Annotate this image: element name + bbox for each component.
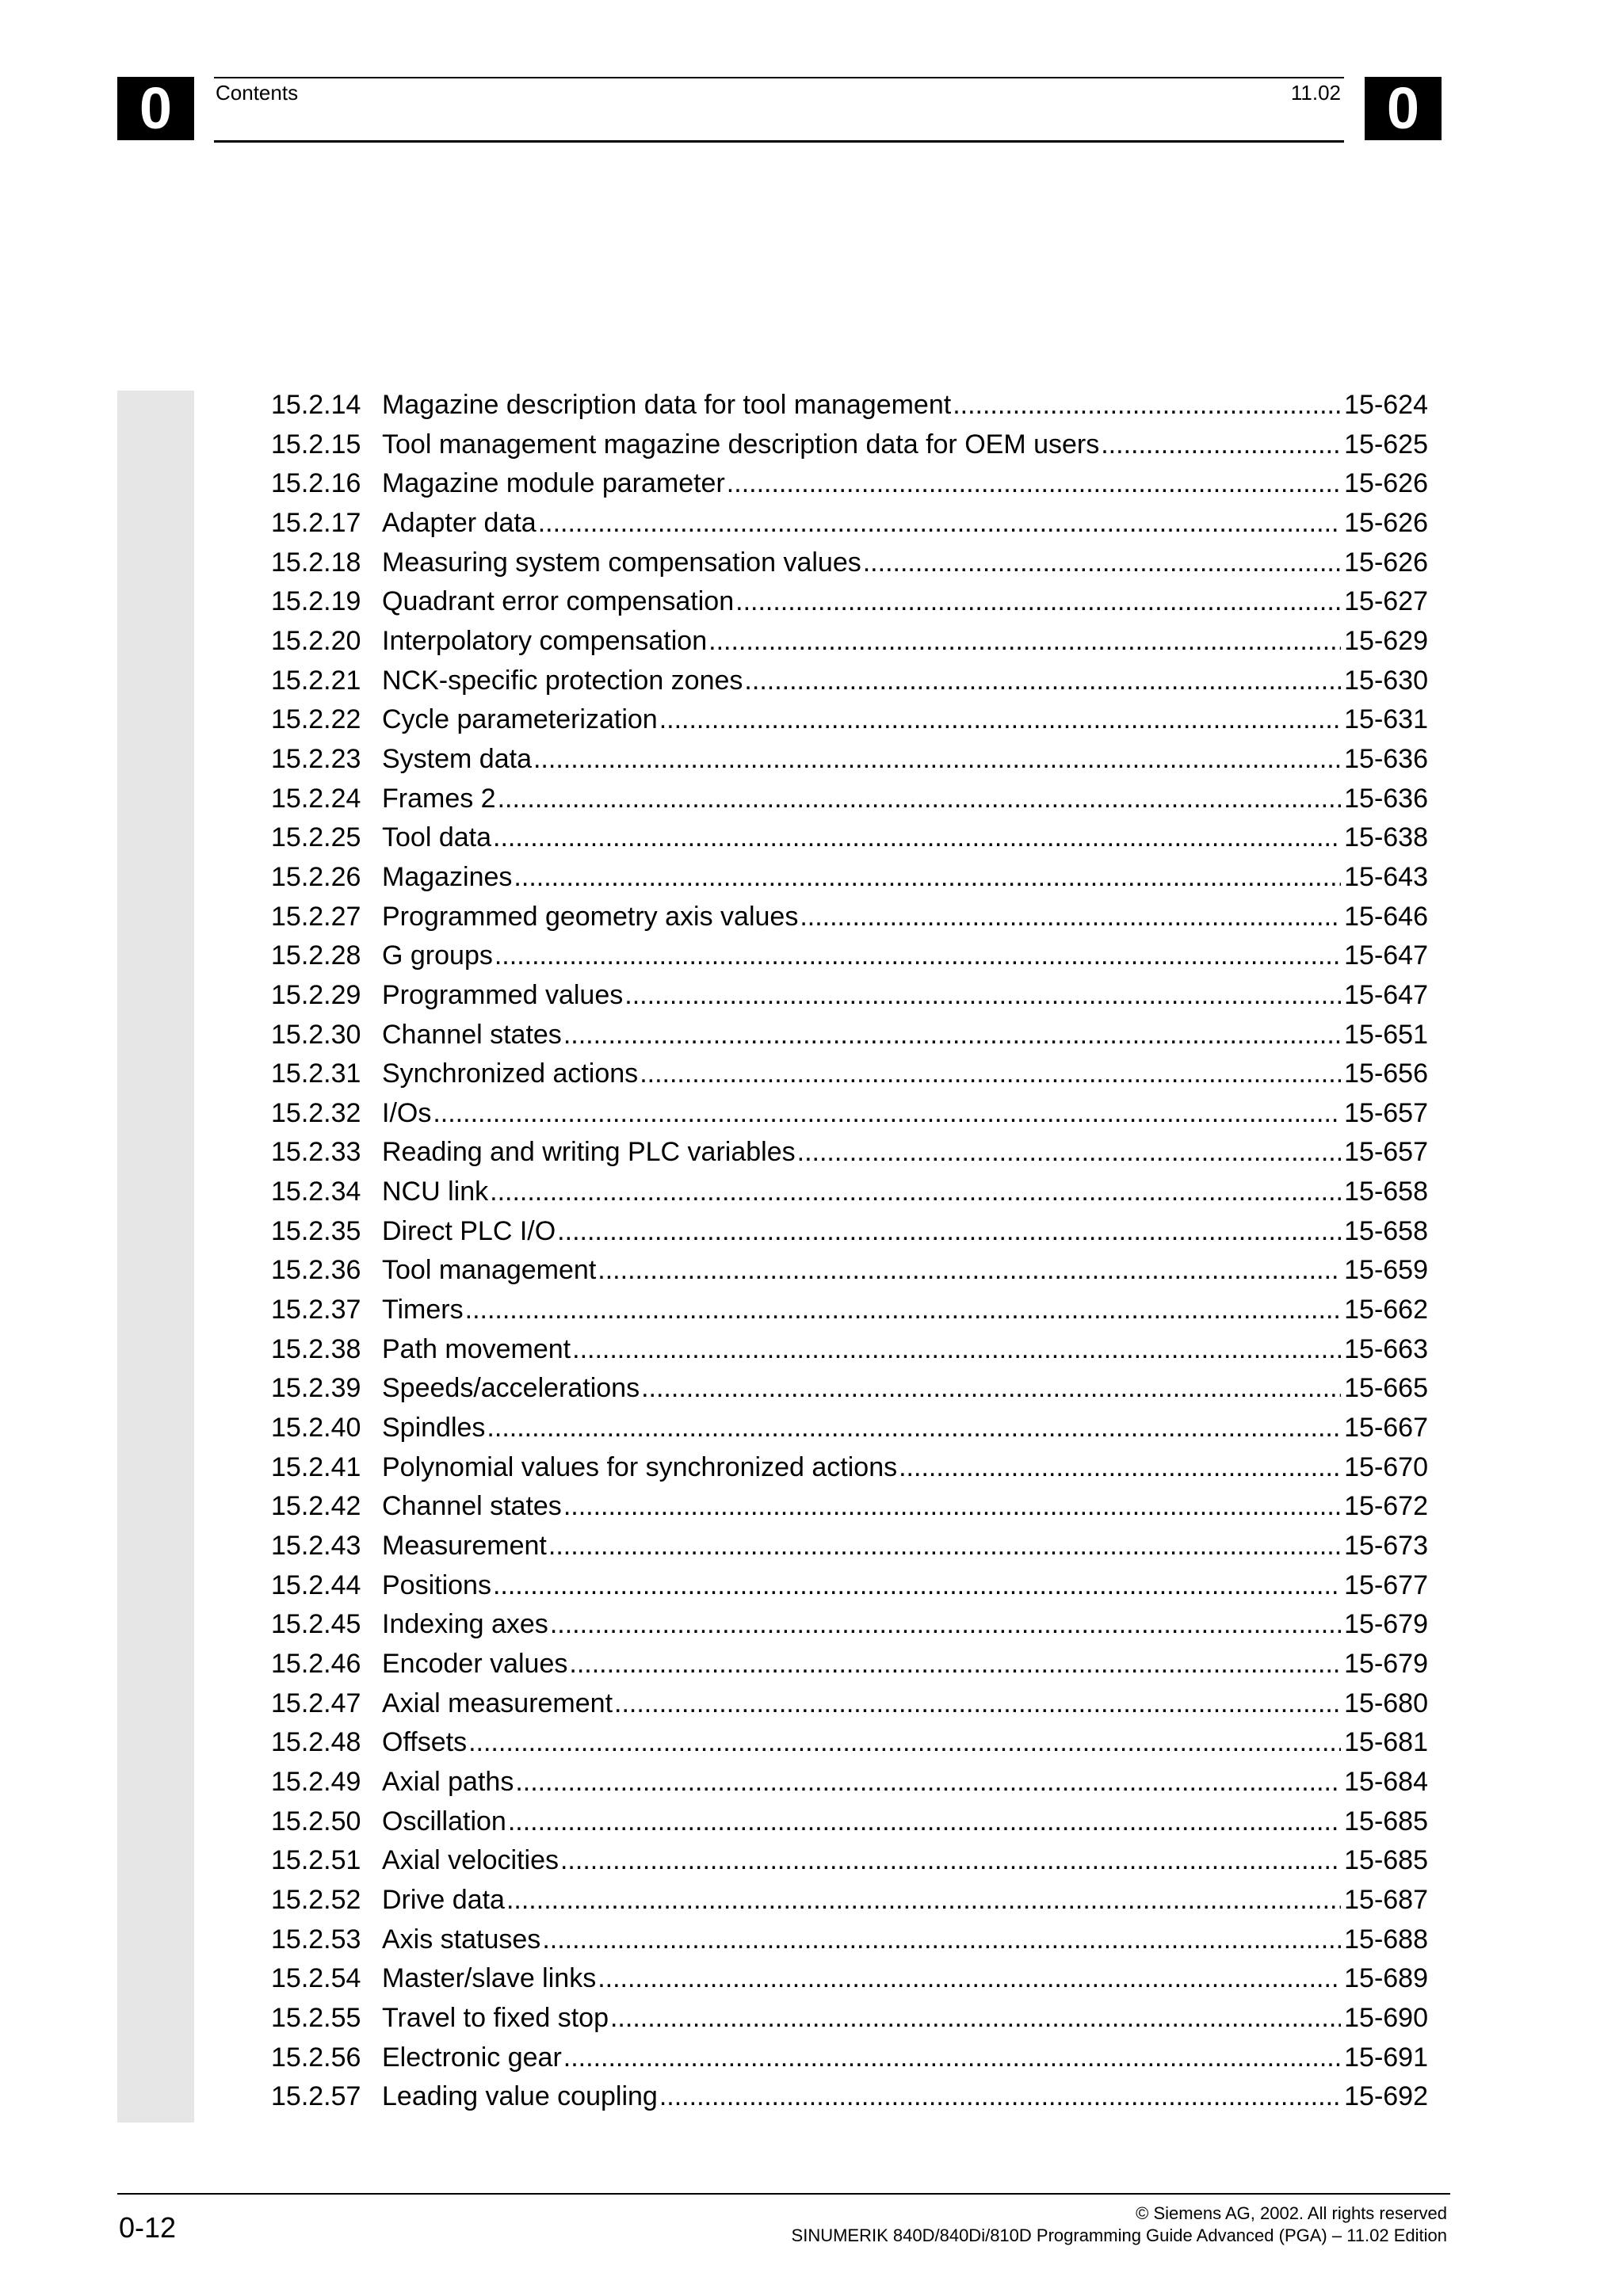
toc-dot-leader [506, 1881, 1341, 1920]
toc-entry-title: Programmed values [382, 979, 624, 1010]
toc-entry-number: 15.2.56 [271, 2042, 361, 2073]
toc-entry-title: Positions [382, 1569, 491, 1600]
toc-entry-title: Tool data [382, 822, 491, 853]
toc-dot-leader [542, 1920, 1341, 1960]
toc-dot-leader [465, 1291, 1342, 1330]
toc-entry[interactable] [271, 1291, 1428, 1330]
toc-entry-page: 15-667 [1344, 1413, 1428, 1444]
toc-entry-title: Axial velocities [382, 1845, 559, 1876]
toc-entry[interactable] [271, 2077, 1428, 2117]
toc-entry[interactable] [271, 1094, 1428, 1134]
toc-entry-page: 15-679 [1344, 1609, 1428, 1640]
toc-dot-leader [515, 1763, 1341, 1802]
toc-dot-leader [641, 1369, 1341, 1409]
toc-dot-leader [557, 1212, 1341, 1252]
toc-entry[interactable] [271, 1802, 1428, 1842]
toc-entry-page: 15-656 [1344, 1058, 1428, 1089]
toc-entry[interactable] [271, 1016, 1428, 1055]
toc-entry-number: 15.2.34 [271, 1177, 361, 1207]
toc-entry[interactable] [271, 1251, 1428, 1291]
toc-entry-title: Channel states [382, 1019, 562, 1050]
toc-entry[interactable] [271, 1566, 1428, 1606]
toc-entry[interactable] [271, 1369, 1428, 1409]
toc-entry-title: Measurement [382, 1531, 547, 1562]
toc-entry-number: 15.2.14 [271, 390, 361, 420]
toc-entry-title: Magazine module parameter [382, 468, 725, 499]
toc-entry-page: 15-689 [1344, 1963, 1428, 1994]
toc-entry[interactable] [271, 1173, 1428, 1212]
toc-entry-number: 15.2.36 [271, 1255, 361, 1286]
toc-entry-number: 15.2.38 [271, 1333, 361, 1364]
toc-entry-page: 15-685 [1344, 1845, 1428, 1876]
toc-entry[interactable] [271, 976, 1428, 1016]
toc-entry-page: 15-658 [1344, 1215, 1428, 1246]
toc-dot-leader [708, 622, 1341, 662]
toc-entry-number: 15.2.15 [271, 429, 361, 460]
toc-entry[interactable] [271, 740, 1428, 780]
toc-entry[interactable] [271, 1487, 1428, 1527]
toc-entry[interactable] [271, 582, 1428, 622]
toc-entry-page: 15-657 [1344, 1137, 1428, 1168]
toc-entry-title: Travel to fixed stop [382, 2002, 609, 2033]
toc-entry-number: 15.2.33 [271, 1137, 361, 1168]
toc-dot-leader [572, 1330, 1341, 1370]
toc-entry-number: 15.2.28 [271, 940, 361, 971]
toc-entry-page: 15-630 [1344, 665, 1428, 696]
toc-entry-title: Magazine description data for tool management [382, 390, 952, 420]
toc-entry[interactable] [271, 2039, 1428, 2078]
toc-entry[interactable] [271, 1527, 1428, 1566]
toc-dot-leader [563, 1016, 1341, 1055]
toc-entry-page: 15-685 [1344, 1806, 1428, 1836]
toc-entry-page: 15-626 [1344, 468, 1428, 499]
toc-entry[interactable] [271, 898, 1428, 937]
toc-entry-page: 15-643 [1344, 861, 1428, 892]
toc-entry-page: 15-631 [1344, 704, 1428, 735]
toc-entry-page: 15-681 [1344, 1727, 1428, 1758]
toc-entry-number: 15.2.27 [271, 901, 361, 932]
toc-dot-leader [797, 1133, 1342, 1173]
toc-entry-title: Interpolatory compensation [382, 625, 708, 656]
toc-entry[interactable] [271, 1133, 1428, 1173]
toc-entry-number: 15.2.20 [271, 625, 361, 656]
toc-entry-title: I/Os [382, 1097, 432, 1128]
toc-entry-page: 15-672 [1344, 1491, 1428, 1522]
toc-entry-title: Polynomial values for synchronized actions [382, 1451, 898, 1482]
toc-entry-number: 15.2.49 [271, 1766, 361, 1797]
toc-entry[interactable] [271, 1212, 1428, 1252]
toc-entry-title: Electronic gear [382, 2042, 562, 2073]
toc-entry-title: Master/slave links [382, 1963, 597, 1994]
toc-entry-page: 15-624 [1344, 390, 1428, 420]
toc-entry-page: 15-680 [1344, 1688, 1428, 1718]
toc-entry-page: 15-636 [1344, 783, 1428, 814]
toc-dot-leader [624, 976, 1341, 1016]
toc-entry-page: 15-684 [1344, 1766, 1428, 1797]
toc-entry[interactable] [271, 1920, 1428, 1960]
toc-entry-title: Leading value coupling [382, 2081, 658, 2112]
toc-dot-leader [560, 1841, 1341, 1881]
toc-entry[interactable] [271, 1841, 1428, 1881]
toc-dot-leader [744, 662, 1341, 701]
toc-entry-number: 15.2.55 [271, 2002, 361, 2033]
toc-entry[interactable] [271, 464, 1428, 504]
footer-book-title: SINUMERIK 840D/840Di/810D Programming Guide Advanced (PGA) – 11.02 Edition [791, 2225, 1447, 2245]
toc-entry-title: Direct PLC I/O [382, 1215, 556, 1246]
toc-dot-leader [538, 504, 1341, 543]
header-version: 11.02 [1290, 81, 1341, 105]
toc-entry-number: 15.2.43 [271, 1531, 361, 1562]
toc-entry-page: 15-670 [1344, 1451, 1428, 1482]
toc-entry-number: 15.2.40 [271, 1413, 361, 1444]
toc-entry-title: Oscillation [382, 1806, 506, 1836]
toc-entry-page: 15-673 [1344, 1531, 1428, 1562]
chapter-number-right: 0 [1365, 77, 1442, 140]
toc-entry[interactable] [271, 780, 1428, 819]
toc-entry[interactable] [271, 1448, 1428, 1488]
toc-entry-number: 15.2.45 [271, 1609, 361, 1640]
toc-entry-title: Timers [382, 1295, 464, 1325]
margin-bar [117, 391, 194, 2122]
toc-entry-page: 15-663 [1344, 1333, 1428, 1364]
toc-entry[interactable] [271, 1645, 1428, 1684]
header-title: Contents [216, 81, 299, 105]
toc-entry-title: System data [382, 743, 532, 774]
footer-copyright: © Siemens AG, 2002. All rights reserved [1136, 2203, 1447, 2223]
toc-entry-number: 15.2.44 [271, 1569, 361, 1600]
toc-dot-leader [493, 818, 1341, 858]
toc-entry[interactable] [271, 386, 1428, 425]
toc-entry-page: 15-658 [1344, 1177, 1428, 1207]
toc-entry-number: 15.2.17 [271, 507, 361, 538]
toc-entry-page: 15-679 [1344, 1649, 1428, 1679]
toc-dot-leader [735, 582, 1341, 622]
toc-entry-title: Axis statuses [382, 1924, 541, 1955]
toc-entry-number: 15.2.54 [271, 1963, 361, 1994]
toc-entry-number: 15.2.21 [271, 665, 361, 696]
toc-entry-title: Encoder values [382, 1649, 568, 1679]
toc-entry[interactable] [271, 1959, 1428, 1999]
toc-dot-leader [598, 1251, 1341, 1291]
toc-dot-leader [569, 1645, 1341, 1684]
table-of-contents [271, 386, 1428, 2117]
toc-entry-page: 15-647 [1344, 979, 1428, 1010]
toc-entry-page: 15-691 [1344, 2042, 1428, 2073]
header-rule-bottom [214, 140, 1344, 143]
toc-entry-number: 15.2.32 [271, 1097, 361, 1128]
toc-entry-number: 15.2.39 [271, 1373, 361, 1404]
toc-entry[interactable] [271, 1723, 1428, 1763]
toc-dot-leader [727, 464, 1341, 504]
toc-entry[interactable] [271, 1409, 1428, 1448]
toc-entry-number: 15.2.29 [271, 979, 361, 1010]
toc-entry[interactable] [271, 622, 1428, 662]
toc-entry-title: Offsets [382, 1727, 468, 1758]
toc-entry-number: 15.2.52 [271, 1884, 361, 1915]
toc-entry-number: 15.2.50 [271, 1806, 361, 1836]
toc-entry-number: 15.2.41 [271, 1451, 361, 1482]
toc-dot-leader [899, 1448, 1341, 1488]
toc-entry-page: 15-657 [1344, 1097, 1428, 1128]
toc-entry-number: 15.2.26 [271, 861, 361, 892]
toc-entry[interactable] [271, 700, 1428, 740]
toc-entry[interactable] [271, 1605, 1428, 1645]
toc-dot-leader [508, 1802, 1341, 1842]
toc-dot-leader [487, 1409, 1341, 1448]
chapter-number-left: 0 [117, 77, 194, 140]
toc-entry-number: 15.2.42 [271, 1491, 361, 1522]
toc-dot-leader [953, 386, 1341, 425]
toc-entry-number: 15.2.16 [271, 468, 361, 499]
toc-dot-leader [1101, 425, 1341, 465]
toc-entry-page: 15-646 [1344, 901, 1428, 932]
toc-entry-title: Channel states [382, 1491, 562, 1522]
toc-entry-number: 15.2.46 [271, 1649, 361, 1679]
toc-entry-page: 15-690 [1344, 2002, 1428, 2033]
toc-dot-leader [550, 1605, 1341, 1645]
toc-entry[interactable] [271, 858, 1428, 898]
toc-entry[interactable] [271, 1763, 1428, 1802]
toc-entry[interactable] [271, 662, 1428, 701]
toc-entry-page: 15-626 [1344, 507, 1428, 538]
toc-entry-number: 15.2.31 [271, 1058, 361, 1089]
toc-entry-title: G groups [382, 940, 493, 971]
toc-entry[interactable] [271, 1684, 1428, 1724]
toc-entry-title: Magazines [382, 861, 513, 892]
toc-entry-title: Adapter data [382, 507, 537, 538]
toc-entry-number: 15.2.48 [271, 1727, 361, 1758]
toc-entry-page: 15-687 [1344, 1884, 1428, 1915]
toc-dot-leader [433, 1094, 1341, 1134]
toc-entry-title: NCU link [382, 1177, 489, 1207]
toc-entry[interactable] [271, 543, 1428, 583]
toc-entry-page: 15-626 [1344, 547, 1428, 578]
toc-entry-number: 15.2.35 [271, 1215, 361, 1246]
toc-entry[interactable] [271, 1055, 1428, 1094]
toc-entry-number: 15.2.24 [271, 783, 361, 814]
toc-entry-number: 15.2.57 [271, 2081, 361, 2112]
toc-dot-leader [659, 2077, 1341, 2117]
toc-entry-title: Quadrant error compensation [382, 586, 735, 617]
toc-entry[interactable] [271, 936, 1428, 976]
toc-entry-number: 15.2.18 [271, 547, 361, 578]
toc-dot-leader [493, 1566, 1341, 1606]
toc-dot-leader [563, 1487, 1341, 1527]
toc-entry-title: Cycle parameterization [382, 704, 658, 735]
toc-entry-page: 15-677 [1344, 1569, 1428, 1600]
toc-dot-leader [548, 1527, 1341, 1566]
toc-entry-page: 15-688 [1344, 1924, 1428, 1955]
toc-entry-number: 15.2.25 [271, 822, 361, 853]
header-rule-top [214, 77, 1344, 78]
toc-entry-title: Speeds/accelerations [382, 1373, 640, 1404]
toc-entry-number: 15.2.19 [271, 586, 361, 617]
toc-entry-number: 15.2.51 [271, 1845, 361, 1876]
toc-entry-number: 15.2.53 [271, 1924, 361, 1955]
toc-dot-leader [468, 1723, 1341, 1763]
toc-entry-page: 15-651 [1344, 1019, 1428, 1050]
toc-entry-title: Axial paths [382, 1766, 514, 1797]
footer-page-number: 0-12 [119, 2211, 177, 2244]
toc-entry-title: Tool management magazine description data for OEM users [382, 429, 1100, 460]
toc-dot-leader [514, 858, 1341, 898]
toc-entry-title: Drive data [382, 1884, 505, 1915]
toc-entry-page: 15-647 [1344, 940, 1428, 971]
toc-entry-number: 15.2.23 [271, 743, 361, 774]
toc-dot-leader [490, 1173, 1341, 1212]
toc-entry-title: Reading and writing PLC variables [382, 1137, 796, 1168]
toc-entry-page: 15-692 [1344, 2081, 1428, 2112]
toc-dot-leader [800, 898, 1341, 937]
toc-dot-leader [598, 1959, 1341, 1999]
toc-entry-title: Programmed geometry axis values [382, 901, 799, 932]
toc-entry-title: NCK-specific protection zones [382, 665, 743, 696]
toc-entry[interactable] [271, 504, 1428, 543]
toc-entry-title: Synchronized actions [382, 1058, 639, 1089]
toc-entry[interactable] [271, 425, 1428, 465]
toc-entry-page: 15-659 [1344, 1255, 1428, 1286]
toc-entry-title: Measuring system compensation values [382, 547, 861, 578]
toc-entry[interactable] [271, 1881, 1428, 1920]
toc-entry-title: Path movement [382, 1333, 571, 1364]
toc-entry-page: 15-636 [1344, 743, 1428, 774]
toc-entry-page: 15-665 [1344, 1373, 1428, 1404]
toc-dot-leader [563, 2039, 1341, 2078]
toc-entry-title: Frames 2 [382, 783, 496, 814]
toc-entry-title: Spindles [382, 1413, 486, 1444]
footer-rule [117, 2193, 1450, 2195]
toc-dot-leader [498, 780, 1342, 819]
toc-entry-page: 15-627 [1344, 586, 1428, 617]
toc-dot-leader [659, 700, 1341, 740]
toc-entry[interactable] [271, 1330, 1428, 1370]
toc-entry-title: Axial measurement [382, 1688, 613, 1718]
toc-dot-leader [614, 1684, 1341, 1724]
toc-entry-page: 15-629 [1344, 625, 1428, 656]
toc-dot-leader [640, 1055, 1341, 1094]
toc-entry-page: 15-638 [1344, 822, 1428, 853]
toc-entry-number: 15.2.47 [271, 1688, 361, 1718]
toc-dot-leader [495, 936, 1341, 976]
toc-entry-title: Tool management [382, 1255, 597, 1286]
toc-entry-page: 15-662 [1344, 1295, 1428, 1325]
toc-dot-leader [863, 543, 1341, 583]
toc-entry[interactable] [271, 818, 1428, 858]
toc-dot-leader [610, 1999, 1341, 2039]
toc-entry-page: 15-625 [1344, 429, 1428, 460]
toc-dot-leader [533, 740, 1341, 780]
toc-entry[interactable] [271, 1999, 1428, 2039]
toc-entry-number: 15.2.30 [271, 1019, 361, 1050]
toc-entry-number: 15.2.37 [271, 1295, 361, 1325]
toc-entry-number: 15.2.22 [271, 704, 361, 735]
toc-entry-title: Indexing axes [382, 1609, 548, 1640]
